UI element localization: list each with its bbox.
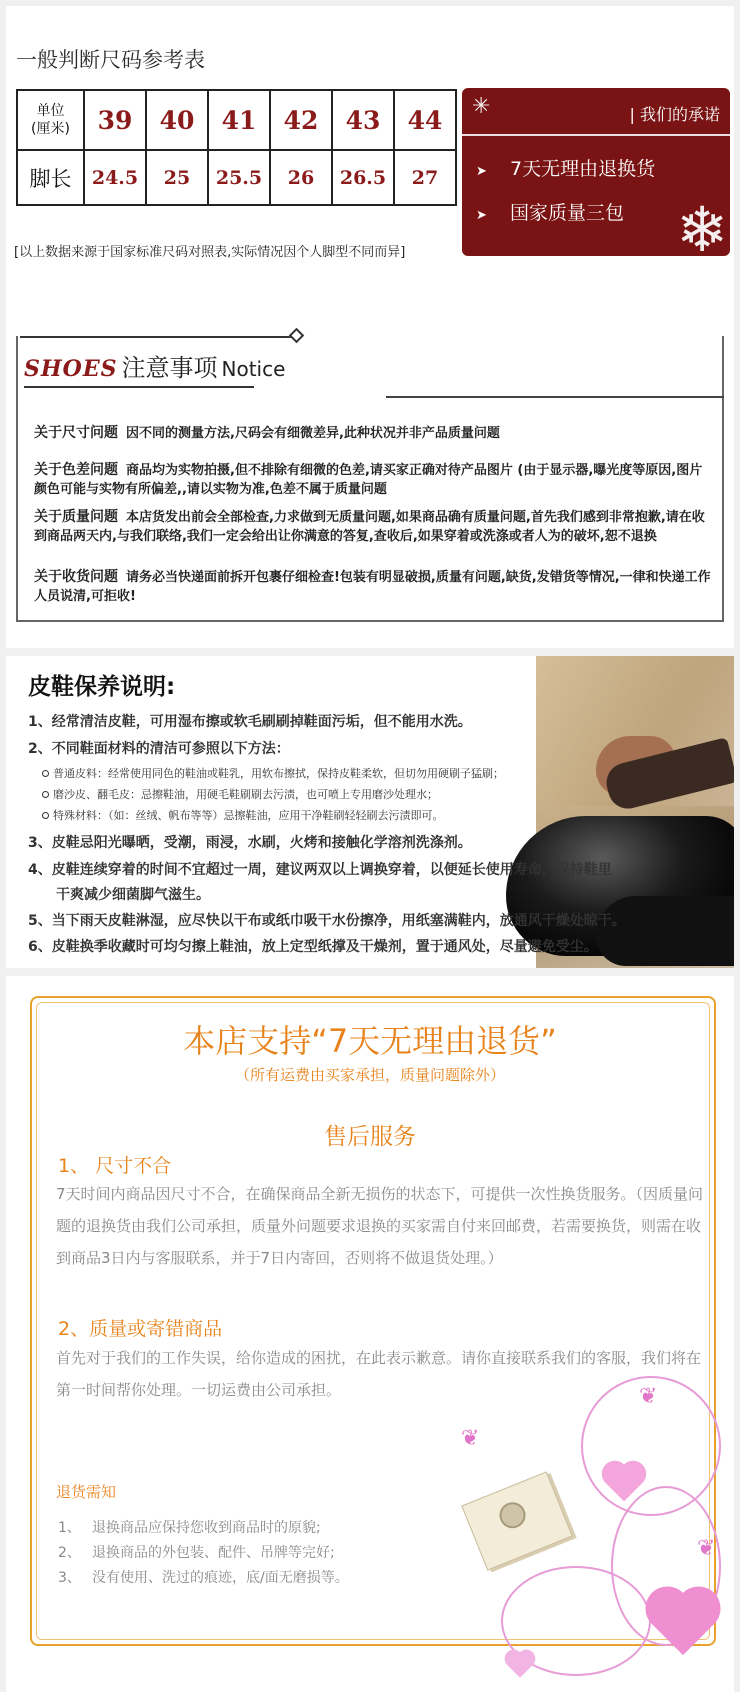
care-sub-item-text: 磨沙皮、翻毛皮：忌擦鞋油，用硬毛鞋刷刷去污渍，也可喷上专用磨沙处理水；: [53, 788, 438, 801]
notice-title-underline: [24, 386, 254, 388]
notice-title-en: Notice: [221, 357, 286, 381]
notice-row-label: 关于色差问题: [34, 462, 118, 478]
notice-row-text: 因不同的测量方法,尺码会有细微差异,此种状况并非产品质量问题: [126, 426, 500, 441]
notice-row: [34, 568, 714, 606]
care-title: 皮鞋保养说明:: [28, 674, 176, 700]
promise-box: [462, 88, 730, 256]
notice-box: [16, 336, 726, 622]
length-cell: 26.5: [332, 150, 394, 205]
size-mismatch-heading: 1、 尺寸不合: [58, 1155, 172, 1177]
notice-row-label: 关于尺寸问题: [34, 425, 118, 441]
notice-row-text: 商品均为实物拍摄,但不排除有细微的色差,请买家正确对待产品图片 (由于显示器,曝光度等原因,图片颜色可能与实物有所偏差,,请以实物为准,色差不属于质量问题: [34, 463, 703, 497]
butterfly-icon: ❦: [697, 1536, 716, 1561]
floral-decoration: [461, 1366, 734, 1692]
unit-header: [17, 90, 84, 150]
size-cell: 40: [146, 90, 208, 150]
shoe-care-section: [6, 656, 734, 968]
bullet-icon: [42, 812, 49, 819]
length-cell: 27: [394, 150, 456, 205]
return-notice-number: 1、: [58, 1520, 81, 1536]
care-sub-item: [42, 807, 444, 823]
return-notice-item: [58, 1517, 321, 1537]
return-notice-number: 2、: [58, 1545, 81, 1561]
size-cell: 43: [332, 90, 394, 150]
notice-header-divider: [386, 396, 724, 398]
notice-row-text: 本店货发出前会全部检查,力求做到无质量问题,如果商品确有质量问题,首先我们感到非常抱歉,请在收到商品两天内,与我们联络,我们一定会给出让你满意的答复,查收后,如果穿着或洗涤或者人为的破坏,恕不退换: [34, 510, 705, 544]
notice-row: [34, 461, 714, 499]
size-cell: 39: [84, 90, 146, 150]
foot-length-header: 脚长: [17, 150, 84, 205]
notice-row: [34, 508, 714, 546]
notice-header: [24, 348, 285, 383]
return-policy-headline: 本店支持“7天无理由退货”: [183, 1022, 557, 1060]
arrow-icon: ➤: [476, 208, 487, 223]
unit-label: 单位 (厘米): [31, 103, 70, 137]
notice-title-cn: 注意事项: [121, 354, 218, 382]
promise-item-label: 国家质量三包: [510, 202, 625, 224]
care-item: 4、皮鞋连续穿着的时间不宜超过一周，建议两双以上调换穿着，以便延长使用寿命，保持鞋里: [28, 862, 612, 878]
promise-title: | 我们的承诺: [629, 105, 720, 124]
quality-issue-heading: 2、质量或寄错商品: [58, 1318, 223, 1340]
rose-shape: [496, 1498, 530, 1532]
return-notice-item: [58, 1542, 335, 1562]
size-cell: 42: [270, 90, 332, 150]
care-sub-item-text: 特殊材料：（如：丝绒、帆布等等）忌擦鞋油，应用干净鞋刷轻轻刷去污渍即可。: [53, 809, 444, 822]
care-sub-item: [42, 786, 438, 802]
shoes-logo: SHOES: [24, 356, 118, 382]
after-sales-section: [6, 976, 734, 1692]
promise-item: [476, 198, 624, 225]
return-notice-title: 退货需知: [56, 1483, 117, 1501]
snowflake-icon: ❄: [676, 193, 728, 256]
notice-row-text: 请务必当快递面前拆开包裹仔细检查!包装有明显破损,质量有问题,缺货,发错货等情况,一律和快递工作人员说清,可拒收!: [34, 570, 711, 604]
butterfly-icon: ❦: [461, 1426, 480, 1451]
length-cell: 25.5: [208, 150, 270, 205]
length-cell: 24.5: [84, 150, 146, 205]
notice-row-label: 关于质量问题: [34, 509, 118, 525]
return-notice-text: 退换商品的外包装、配件、吊牌等完好;: [92, 1545, 335, 1561]
size-chart-title: 一般判断尺码参考表: [16, 48, 205, 72]
care-item-continued: 干爽减少细菌脚气滋生。: [56, 887, 210, 903]
after-sales-title: 售后服务: [324, 1124, 416, 1150]
notice-row-label: 关于收货问题: [34, 569, 118, 585]
size-and-notice-section: [6, 6, 734, 648]
bullet-icon: [42, 770, 49, 777]
butterfly-icon: ❦: [639, 1384, 658, 1409]
return-notice-number: 3、: [58, 1570, 81, 1586]
return-notice-item: [58, 1567, 349, 1587]
care-item: 3、皮鞋忌阳光曝晒，受潮，雨浸，水刷，火烤和接触化学溶剂洗涤剂。: [28, 835, 472, 851]
shoe-sole-shape: [596, 896, 734, 966]
arrow-icon: ➤: [476, 164, 487, 179]
notice-row: [34, 424, 714, 443]
care-sub-item-text: 普通皮料：经常使用同色的鞋油或鞋乳，用软布擦拭，保持皮鞋柔软，但切勿用硬刷子猛刷；: [53, 767, 504, 780]
heart-icon: [507, 1652, 532, 1677]
size-mismatch-text: 7天时间内商品因尺寸不合，在确保商品全新无损伤的状态下，可提供一次性换货服务。（因质量问题的退换货由我们公司承担，质量外问题要求退换的买家需自付来回邮费，若需要换货，则需在收到商品3日内与客服联系，并于7日内寄回，否则将不做退货处理。）: [56, 1185, 704, 1267]
care-item: 5、当下雨天皮鞋淋湿，应尽快以干布或纸巾吸干水份擦净，用纸塞满鞋内，放通风干燥处晾干。: [28, 913, 626, 929]
care-item: 1、经常清洁皮鞋，可用湿布擦或软毛刷刷掉鞋面污垢，但不能用水洗。: [28, 714, 472, 730]
size-chart-table: [16, 89, 457, 206]
snowflake-icon: ✳: [472, 94, 491, 119]
quality-issue-text: 首先对于我们的工作失误，给你造成的困扰，在此表示歉意。请你直接联系我们的客服，我们将在第一时间帮你处理。一切运费由公司承担。: [56, 1349, 702, 1399]
care-item: 2、不同鞋面材料的清洁可参照以下方法：: [28, 741, 290, 757]
source-note: [以上数据来源于国家标准尺码对照表,实际情况因个人脚型不同而异]: [14, 245, 406, 260]
return-notice-text: 没有使用、洗过的痕迹，底/面无磨损等。: [92, 1570, 349, 1586]
return-policy-subline: （所有运费由买家承担，质量问题除外）: [234, 1066, 505, 1084]
return-notice-text: 退换商品应保持您收到商品时的原貌;: [92, 1520, 321, 1536]
promise-item-label: 7天无理由退换货: [510, 158, 656, 180]
length-cell: 25: [146, 150, 208, 205]
size-cell: 41: [208, 90, 270, 150]
promise-item: [476, 154, 655, 181]
book-with-rose-image: [461, 1471, 573, 1570]
bullet-icon: [42, 791, 49, 798]
notice-top-divider: [20, 336, 300, 338]
length-cell: 26: [270, 150, 332, 205]
care-sub-item: [42, 765, 504, 781]
care-item: 6、皮鞋换季收藏时可均匀擦上鞋油，放上定型纸撑及干燥剂，置于通风处，尽量避免受尘。: [28, 939, 598, 955]
size-cell: 44: [394, 90, 456, 150]
